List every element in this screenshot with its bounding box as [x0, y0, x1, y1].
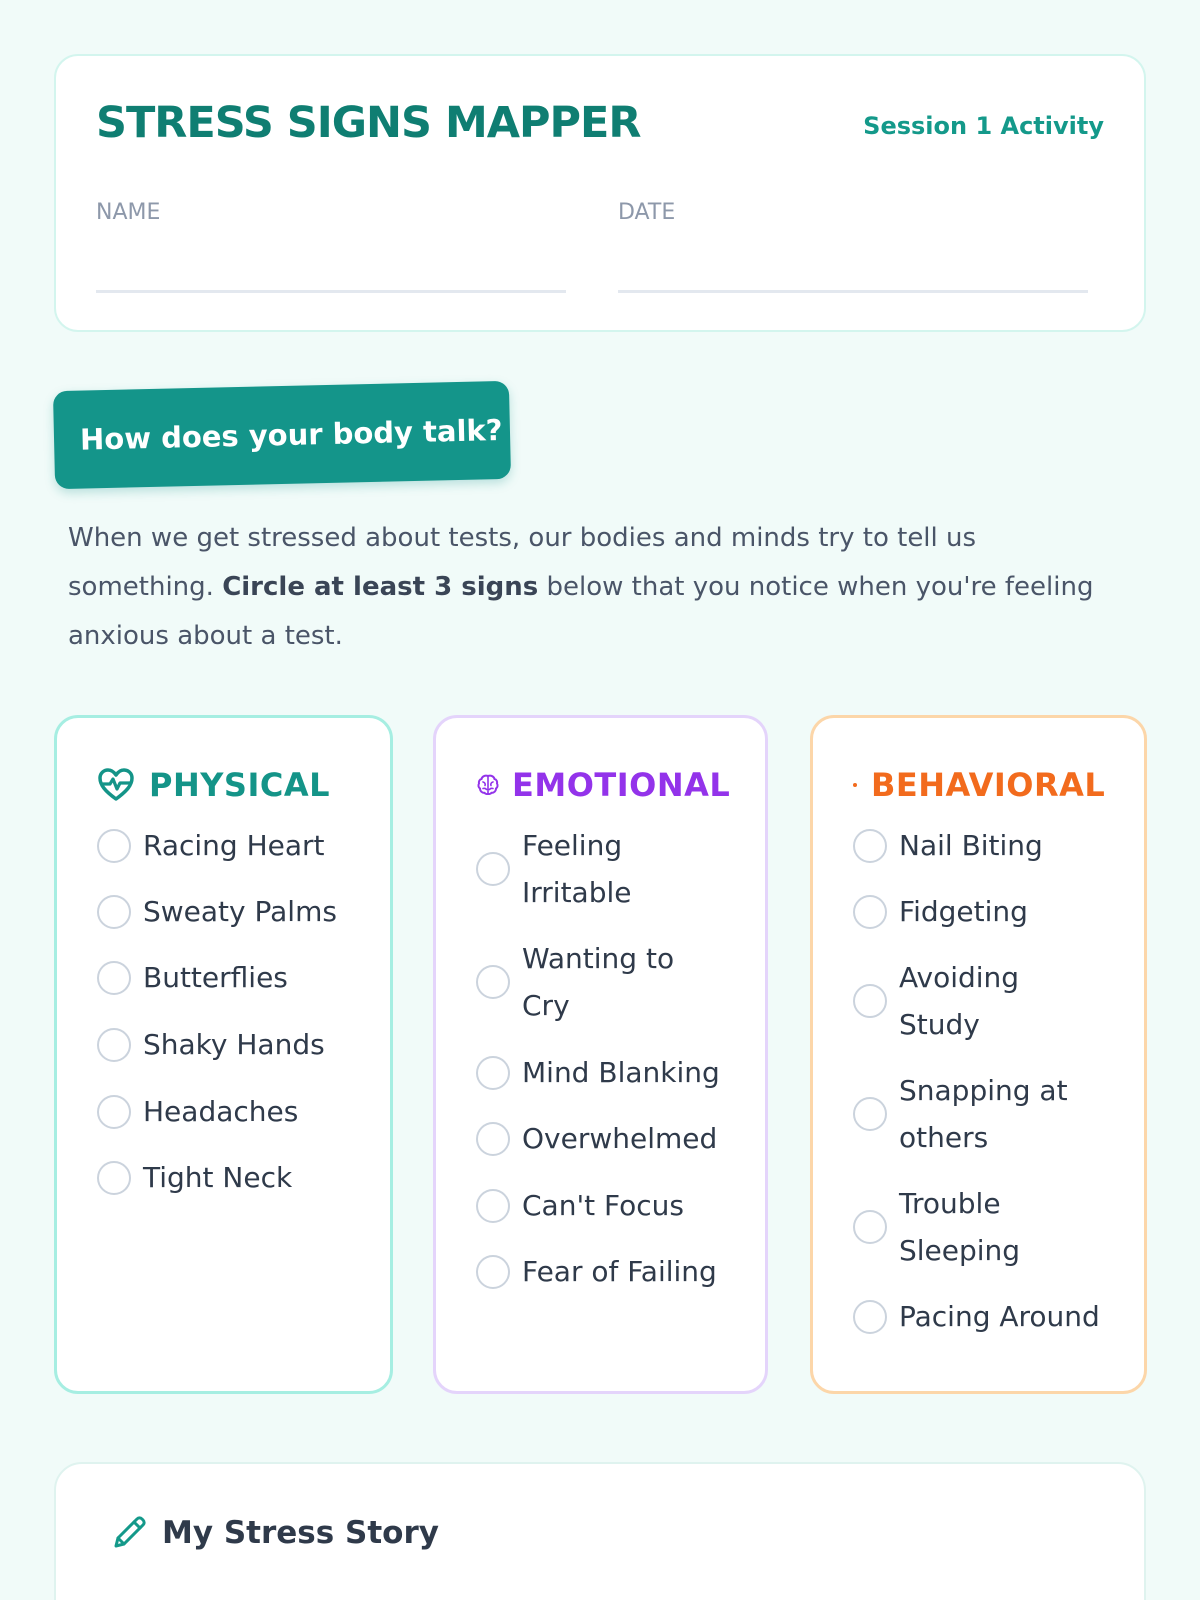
sign-label: Overwhelmed	[522, 1122, 718, 1155]
sign-butterflies[interactable]	[97, 954, 377, 1001]
behavioral-header	[851, 766, 1105, 804]
sign-feeling-irritable[interactable]	[476, 822, 691, 916]
physical-card	[54, 715, 393, 1394]
sign-tight-neck[interactable]	[97, 1154, 377, 1201]
intro-bold: Circle at least 3 signs	[222, 572, 539, 602]
sign-label: Snapping at others	[899, 1074, 1068, 1154]
intro-text	[68, 514, 1128, 661]
sign-label: Wanting to Cry	[522, 942, 675, 1022]
sign-checkbox[interactable]	[853, 1210, 887, 1244]
sign-cant-focus[interactable]	[476, 1182, 756, 1229]
sign-label: Shaky Hands	[143, 1028, 325, 1061]
sign-checkbox[interactable]	[476, 1122, 510, 1156]
sign-sweaty-palms[interactable]	[97, 888, 377, 935]
brain-icon	[476, 773, 500, 797]
sign-racing-heart[interactable]	[97, 822, 377, 869]
sign-label: Tight Neck	[143, 1161, 293, 1194]
sign-label: Feeling Irritable	[522, 829, 632, 909]
section-tag-label: How does your body talk?	[79, 412, 503, 457]
sign-wanting-to-cry[interactable]	[476, 935, 691, 1029]
date-field[interactable]	[618, 290, 1088, 293]
name-label: NAME	[96, 200, 161, 225]
intro-before: When we get stressed about tests, our bodies and minds try to tell us something.	[68, 523, 977, 602]
physical-title: PHYSICAL	[149, 766, 330, 804]
sign-label: Pacing Around	[899, 1300, 1100, 1333]
stress-story-card	[54, 1462, 1146, 1600]
sign-shaky-hands[interactable]	[97, 1021, 377, 1068]
sign-checkbox[interactable]	[476, 1189, 510, 1223]
sign-checkbox[interactable]	[853, 1300, 887, 1334]
sign-trouble-sleeping[interactable]	[853, 1180, 1063, 1274]
heart-pulse-icon	[97, 767, 135, 803]
sign-label: Sweaty Palms	[143, 895, 337, 928]
name-field[interactable]	[96, 290, 566, 293]
sign-checkbox[interactable]	[476, 1056, 510, 1090]
emotional-card	[433, 715, 768, 1394]
sign-avoiding-study[interactable]	[853, 954, 1063, 1048]
sign-checkbox[interactable]	[853, 1097, 887, 1131]
sign-checkbox[interactable]	[97, 1095, 131, 1129]
emotional-header	[476, 766, 730, 804]
sign-checkbox[interactable]	[97, 895, 131, 929]
sign-checkbox[interactable]	[853, 984, 887, 1018]
sign-label: Avoiding Study	[899, 961, 1020, 1041]
sign-label: Mind Blanking	[522, 1056, 720, 1089]
session-label: Session 1 Activity	[863, 112, 1104, 140]
page-title: STRESS SIGNS MAPPER	[96, 98, 641, 148]
date-label: DATE	[618, 200, 676, 225]
sign-fidgeting[interactable]	[853, 888, 1133, 935]
sign-checkbox[interactable]	[97, 829, 131, 863]
sign-checkbox[interactable]	[476, 965, 510, 999]
sign-label: Racing Heart	[143, 829, 325, 862]
behavioral-title: BEHAVIORAL	[871, 766, 1106, 804]
header-card	[54, 54, 1146, 332]
sign-mind-blanking[interactable]	[476, 1049, 756, 1096]
sign-label: Trouble Sleeping	[899, 1187, 1021, 1267]
sign-checkbox[interactable]	[853, 895, 887, 929]
sign-pacing-around[interactable]	[853, 1293, 1143, 1340]
sign-label: Fidgeting	[899, 895, 1028, 928]
behavioral-card	[810, 715, 1147, 1394]
stress-story-header	[110, 1514, 439, 1552]
sign-nail-biting[interactable]	[853, 822, 1133, 869]
sign-checkbox[interactable]	[853, 829, 887, 863]
sign-label: Butterflies	[143, 961, 288, 994]
sign-checkbox[interactable]	[97, 1161, 131, 1195]
sign-label: Can't Focus	[522, 1189, 684, 1222]
emotional-title: EMOTIONAL	[512, 766, 731, 804]
sign-checkbox[interactable]	[476, 852, 510, 886]
sign-label: Fear of Failing	[522, 1255, 717, 1288]
sign-fear-of-failing[interactable]	[476, 1248, 756, 1295]
pencil-icon	[110, 1514, 148, 1552]
dot-icon	[851, 781, 859, 789]
sign-checkbox[interactable]	[97, 961, 131, 995]
physical-header	[97, 766, 330, 804]
section-tag	[53, 381, 511, 489]
sign-snapping-at-others[interactable]	[853, 1067, 1093, 1161]
sign-checkbox[interactable]	[97, 1028, 131, 1062]
sign-label: Nail Biting	[899, 829, 1043, 862]
stress-story-title: My Stress Story	[162, 1515, 439, 1551]
sign-overwhelmed[interactable]	[476, 1115, 756, 1162]
sign-headaches[interactable]	[97, 1088, 377, 1135]
sign-checkbox[interactable]	[476, 1255, 510, 1289]
intro-after: below that you notice when you're feeling anxious about a test.	[68, 572, 1094, 651]
sign-label: Headaches	[143, 1095, 299, 1128]
